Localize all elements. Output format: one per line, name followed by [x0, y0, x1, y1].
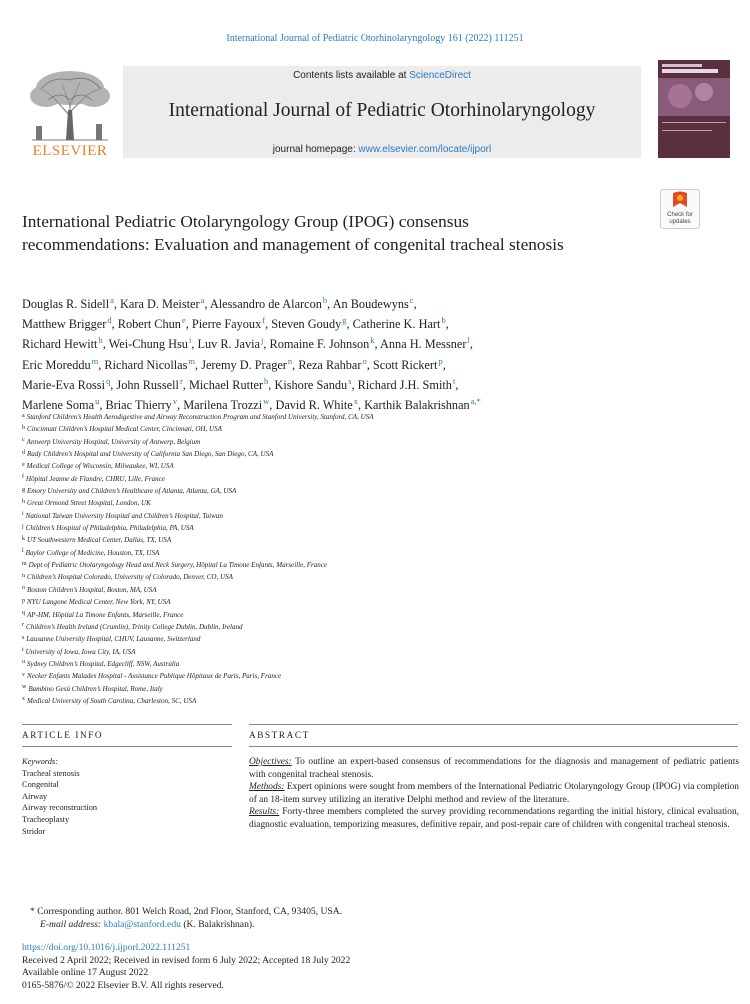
author-name[interactable]: Reza Rahbar — [298, 357, 362, 372]
affiliation-item — [22, 523, 662, 535]
abstract-heading: ABSTRACT — [249, 730, 310, 740]
author-affiliation-marker[interactable]: d — [107, 315, 112, 326]
affiliation-text: UT Southwestern Medical Center, Dallas, TX, USA — [27, 536, 172, 545]
affiliation-text: Boston Children’s Hospital, Boston, MA, USA — [27, 585, 157, 594]
affiliation-item — [22, 671, 662, 683]
affiliation-text: Lausanne University Hospital, CHUV, Lausanne, Switzerland — [26, 635, 201, 644]
author-name[interactable]: Steven Goudy — [271, 317, 342, 332]
author-name[interactable]: Douglas R. Sidell — [22, 297, 110, 311]
author-affiliation-marker[interactable]: b — [264, 375, 269, 386]
affiliation-key: t — [22, 647, 24, 654]
keywords-label: Keywords: — [22, 757, 58, 766]
author-name[interactable]: David R. White — [275, 398, 353, 413]
affiliation-item — [22, 486, 662, 498]
author-name[interactable]: Jeremy D. Prager — [201, 357, 287, 372]
author-affiliation-marker[interactable]: b — [322, 295, 328, 305]
author-name[interactable]: Marie-Eva Rossi — [22, 377, 105, 392]
affiliation-item — [22, 659, 662, 671]
received-dates: Received 2 April 2022; Received in revised form 6 July 2022; Accepted 18 July 2022 — [22, 954, 351, 966]
affiliation-item — [22, 511, 662, 523]
affiliation-text: AP-HM, Hôpital La Timone Enfants, Marseille, France — [27, 610, 184, 619]
author-line: Eric Moreddu$^m$, Richard Nicollas$^m$, Jeremy D. Prager$^n$, Reza Rahbar$^o$, Scott Rickert$^p$, — [22, 355, 446, 372]
affiliation-key: f — [22, 474, 24, 481]
affiliation-key: w — [22, 684, 27, 691]
affiliation-text: Bambino Gesù Children’s Hospital, Rome, Italy — [28, 684, 163, 693]
divider — [22, 746, 232, 747]
keyword-list — [22, 768, 232, 838]
journal-cover-thumbnail[interactable] — [658, 60, 730, 158]
author-name[interactable]: Matthew Brigger — [22, 317, 107, 332]
author-affiliation-marker[interactable]: a,* — [470, 396, 481, 407]
author-affiliation-marker[interactable]: m — [91, 355, 99, 366]
affiliation-key: m — [22, 560, 27, 567]
affiliation-item — [22, 647, 662, 659]
affiliation-key: l — [22, 548, 24, 555]
affiliation-text: Cincinnati Children’s Hospital Medical Center, Cincinnati, OH, USA — [27, 425, 222, 434]
affiliation-item — [22, 498, 662, 510]
abstract-section-text: To outline an expert-based consensus of recommendations for the diagnosis and management of pediatric patients with congenital tracheal stenosis. — [249, 757, 739, 780]
author-name[interactable]: Marilena Trozzi — [183, 398, 263, 413]
contents-prefix: Contents lists available at — [293, 70, 410, 81]
author-affiliation-marker[interactable]: f — [262, 315, 266, 326]
email-link[interactable]: kbala@stanford.edu — [103, 919, 181, 930]
affiliation-text: Hôpital Jeanne de Flandre, CHRU, Lille, France — [26, 474, 165, 483]
affiliation-key: a — [22, 412, 25, 419]
abstract-section-label: Methods: — [249, 782, 285, 793]
author-affiliation-marker[interactable]: v — [172, 396, 178, 407]
author-affiliation-marker[interactable]: e — [181, 315, 186, 326]
affiliation-key: s — [22, 634, 25, 641]
author-name[interactable]: Wei-Chung Hsu — [108, 337, 188, 352]
affiliation-text: Children’s Hospital of Philadelphia, Philadelphia, PA, USA — [25, 524, 194, 533]
affiliation-item — [22, 437, 662, 449]
affiliation-key: o — [22, 585, 25, 592]
keyword-item: Congenital — [22, 780, 59, 790]
author-name[interactable]: Anna H. Messner — [380, 337, 467, 352]
author-affiliation-marker[interactable]: p — [438, 355, 443, 366]
affiliation-text: Baylor College of Medicine, Houston, TX, USA — [25, 548, 160, 557]
affiliation-item — [22, 449, 662, 461]
author-affiliation-marker[interactable]: h — [98, 335, 103, 346]
doi-link[interactable]: https://doi.org/10.1016/j.ijporl.2022.111251 — [22, 942, 191, 953]
email-suffix: (K. Balakrishnan). — [180, 919, 255, 930]
affiliation-item — [22, 535, 662, 547]
affiliation-item — [22, 634, 662, 646]
affiliation-item — [22, 684, 662, 696]
author-affiliation-marker[interactable]: q — [106, 375, 111, 386]
abstract-section-label: Objectives: — [249, 757, 292, 767]
author-name[interactable]: Pierre Fayoux — [191, 317, 262, 332]
affiliation-item — [22, 560, 662, 572]
affiliation-item — [22, 474, 662, 486]
affiliation-text: NYU Langone Medical Center, New York, NY, USA — [27, 598, 171, 607]
divider — [249, 746, 738, 747]
author-name[interactable]: Kara D. Meister — [120, 297, 200, 311]
author-affiliation-marker[interactable]: r — [179, 375, 183, 386]
author-name[interactable]: Michael Rutter — [188, 377, 264, 392]
author-affiliation-marker[interactable]: m — [188, 355, 196, 366]
author-name[interactable]: Robert Chun — [117, 317, 181, 332]
keyword-item: Airway reconstruction — [22, 803, 98, 813]
affiliation-text: National Taiwan University Hospital and Children’s Hospital, Taiwan — [25, 511, 223, 520]
affiliation-key: p — [22, 597, 25, 604]
affiliation-text: Dept of Pediatric Otolaryngology Head and Neck Surgery, Hôpital La Timone Enfants, Marseille, France — [28, 561, 328, 570]
author-line: Marlene Soma$^u$, Briac Thierry$^v$, Marilena Trozzi$^w$, David R. White$^x$, Karthik Balakrishnan$^{a,*}$ — [22, 396, 481, 413]
abstract-body — [249, 756, 739, 832]
affiliation-text: Emory University and Children’s Healthcare of Atlanta, Atlanta, GA, USA — [27, 487, 237, 496]
affiliation-key: i — [22, 511, 24, 518]
affiliation-key: v — [22, 671, 25, 678]
affiliation-item — [22, 412, 662, 424]
author-affiliation-marker[interactable]: a — [200, 295, 205, 305]
affiliation-key: e — [22, 461, 25, 468]
elsevier-wordmark: ELSEVIER — [32, 143, 108, 159]
corresponding-author-text: Corresponding author. 801 Welch Road, 2nd Floor, Stanford, CA, 93405, USA. — [37, 906, 343, 917]
divider — [22, 724, 232, 725]
publication-info — [22, 942, 662, 993]
footnote-marker: * — [30, 906, 35, 917]
affiliation-item — [22, 585, 662, 597]
keyword-item: Stridor — [22, 826, 46, 836]
abstract-section-text: Forty-three members completed the survey providing recommendations regarding the initial history, clinical evaluation, diagnostic evaluation, temporizing measures, definitive repair, and post-repair care of children with congenital tracheal stenosis. — [249, 807, 739, 830]
author-name[interactable]: Romaine F. Johnson — [269, 337, 370, 352]
affiliation-list — [22, 412, 662, 708]
affiliation-text: Rady Children’s Hospital and University of California San Diego, San Diego, CA, USA — [27, 450, 274, 459]
homepage-prefix: journal homepage: — [272, 144, 359, 155]
author-affiliation-marker[interactable]: x — [353, 396, 358, 407]
abstract-section-label: Results: — [249, 807, 280, 818]
keyword-item: Airway — [22, 791, 48, 801]
affiliation-key: u — [22, 659, 25, 666]
author-affiliation-marker[interactable]: n — [287, 355, 293, 366]
sciencedirect-link[interactable]: ScienceDirect — [409, 70, 471, 81]
author-name[interactable]: An Boudewyns — [332, 297, 409, 311]
author-name[interactable]: Eric Moreddu — [22, 357, 91, 372]
journal-title: International Journal of Pediatric Otorhinolaryngology — [168, 100, 596, 121]
author-name[interactable]: John Russell — [116, 377, 179, 392]
author-line: Marie-Eva Rossi$^q$, John Russell$^r$, Michael Rutter$^b$, Kishore Sandu$^s$, Richard J.H. Smith$^t$, — [22, 375, 459, 392]
masthead — [22, 66, 694, 158]
author-affiliation-marker[interactable]: a — [110, 295, 114, 305]
copyright: 0165-5876/© 2022 Elsevier B.V. All rights reserved. — [22, 980, 224, 992]
author-affiliation-marker[interactable]: j — [260, 335, 264, 346]
affiliation-text: Antwerp University Hospital, University of Antwerp, Belgium — [26, 437, 201, 446]
email-label: E-mail address: — [40, 919, 102, 930]
author-name[interactable]: Kishore Sandu — [274, 377, 348, 392]
affiliation-item — [22, 597, 662, 609]
author-affiliation-marker[interactable]: i — [188, 335, 192, 346]
affiliation-text: Children’s Hospital Colorado, University of Colorado, Denver, CO, USA — [27, 573, 233, 582]
abstract-paragraph — [249, 806, 739, 831]
author-affiliation-marker[interactable]: b — [441, 315, 446, 326]
affiliation-text: Children’s Health Ireland (Crumlin), Trinity College Dublin, Dublin, Ireland — [26, 622, 243, 631]
bookmark-icon — [661, 190, 699, 212]
affiliation-text: Medical University of South Carolina, Charleston, SC, USA — [27, 696, 197, 705]
author-affiliation-marker[interactable]: u — [95, 396, 100, 407]
author-affiliation-marker[interactable]: l — [467, 335, 470, 346]
article-title: International Pediatric Otolaryngology Group (IPOG) consensus recommendations: Evaluation and management of congenital tracheal stenosis — [22, 212, 564, 254]
author-name[interactable]: Scott Rickert — [372, 357, 438, 372]
affiliation-key: g — [22, 486, 25, 493]
abstract-paragraph — [249, 781, 739, 806]
author-affiliation-marker[interactable]: w — [263, 396, 270, 407]
author-name[interactable]: Briac Thierry — [105, 398, 172, 413]
affiliation-item — [22, 424, 662, 436]
keyword-item: Tracheoplasty — [22, 814, 70, 824]
affiliation-key: x — [22, 696, 25, 703]
abstract-section-text: Expert opinions were sought from members of the International Pediatric Otolaryngology Group (IPOG) via completion of an 18-item survey utilizing an iterative Delphi method and review of the literature. — [249, 782, 739, 805]
corresponding-author-footnote — [22, 905, 662, 931]
affiliation-item — [22, 548, 662, 560]
author-line: Douglas R. Sidell$^a$, Kara D. Meister$^a$, Alessandro de Alarcon$^b$, An Boudewyns$^c$, — [22, 295, 417, 311]
author-affiliation-marker[interactable]: o — [362, 355, 367, 366]
abstract-paragraph — [249, 756, 739, 781]
author-name[interactable]: Catherine K. Hart — [352, 317, 441, 332]
affiliation-item — [22, 622, 662, 634]
author-name[interactable]: Richard Nicollas — [104, 357, 188, 372]
affiliation-text: Great Ormond Street Hospital, London, UK — [27, 499, 151, 508]
author-name[interactable]: Alessandro de Alarcon — [209, 297, 322, 311]
author-name[interactable]: Karthik Balakrishnan — [364, 398, 470, 413]
keyword-item: Tracheal stenosis — [22, 768, 80, 778]
author-name[interactable]: Richard J.H. Smith — [357, 377, 452, 392]
contents-line — [123, 70, 641, 81]
affiliation-key: r — [22, 622, 24, 629]
affiliation-text: University of Iowa, Iowa City, IA, USA — [25, 647, 136, 656]
affiliation-text: Necker Enfants Malades Hospital - Assistance Publique Hôpitaux de Paris, Paris, France — [27, 672, 282, 681]
author-list — [22, 295, 662, 416]
affiliation-key: d — [22, 449, 25, 456]
author-line: Richard Hewitt$^h$, Wei-Chung Hsu$^i$, Luv R. Javia$^j$, Romaine F. Johnson$^k$, Anna H. Messner$^l$, — [22, 335, 473, 352]
available-online: Available online 17 August 2022 — [22, 967, 149, 979]
affiliation-item — [22, 610, 662, 622]
author-affiliation-marker[interactable]: t — [452, 375, 456, 386]
divider — [249, 724, 738, 725]
affiliation-item — [22, 696, 662, 708]
affiliation-item — [22, 572, 662, 584]
homepage-line — [123, 144, 641, 155]
journal-banner — [123, 66, 641, 158]
affiliation-key: k — [22, 535, 25, 542]
journal-homepage-link[interactable]: www.elsevier.com/locate/ijporl — [358, 144, 492, 155]
affiliation-text: Sydney Children’s Hospital, Edgecliff, NSW, Australia — [27, 659, 180, 668]
affiliation-item — [22, 461, 662, 473]
affiliation-key: j — [22, 523, 24, 530]
affiliation-text: Medical College of Wisconsin, Milwaukee, WI, USA — [26, 462, 174, 471]
article-info-heading: ARTICLE INFO — [22, 730, 104, 740]
affiliation-text: Stanford Children’s Health Aerodigestive and Airway Reconstruction Program and Stanford University, Stanford, CA, USA — [26, 413, 374, 421]
check-updates-label: Check for updates — [667, 212, 693, 225]
author-affiliation-marker[interactable]: c — [409, 295, 414, 305]
affiliation-key: n — [22, 572, 25, 579]
author-name[interactable]: Richard Hewitt — [22, 337, 98, 352]
affiliation-key: c — [22, 437, 25, 444]
author-name[interactable]: Luv R. Javia — [197, 337, 260, 352]
author-affiliation-marker[interactable]: s — [348, 375, 352, 386]
running-head[interactable]: International Journal of Pediatric Otorhinolaryngology 161 (2022) 111251 — [226, 33, 524, 44]
check-for-updates-badge[interactable] — [660, 189, 700, 229]
keywords-block — [22, 756, 232, 837]
affiliation-key: h — [22, 498, 25, 505]
author-affiliation-marker[interactable]: k — [370, 335, 375, 346]
affiliation-key: q — [22, 610, 25, 616]
author-name[interactable]: Marlene Soma — [22, 398, 95, 413]
affiliation-key: b — [22, 424, 25, 431]
author-affiliation-marker[interactable]: g — [342, 315, 347, 326]
author-line: Matthew Brigger$^d$, Robert Chun$^e$, Pierre Fayoux$^f$, Steven Goudy$^g$, Catherine K. Hart$^b$, — [22, 315, 449, 332]
